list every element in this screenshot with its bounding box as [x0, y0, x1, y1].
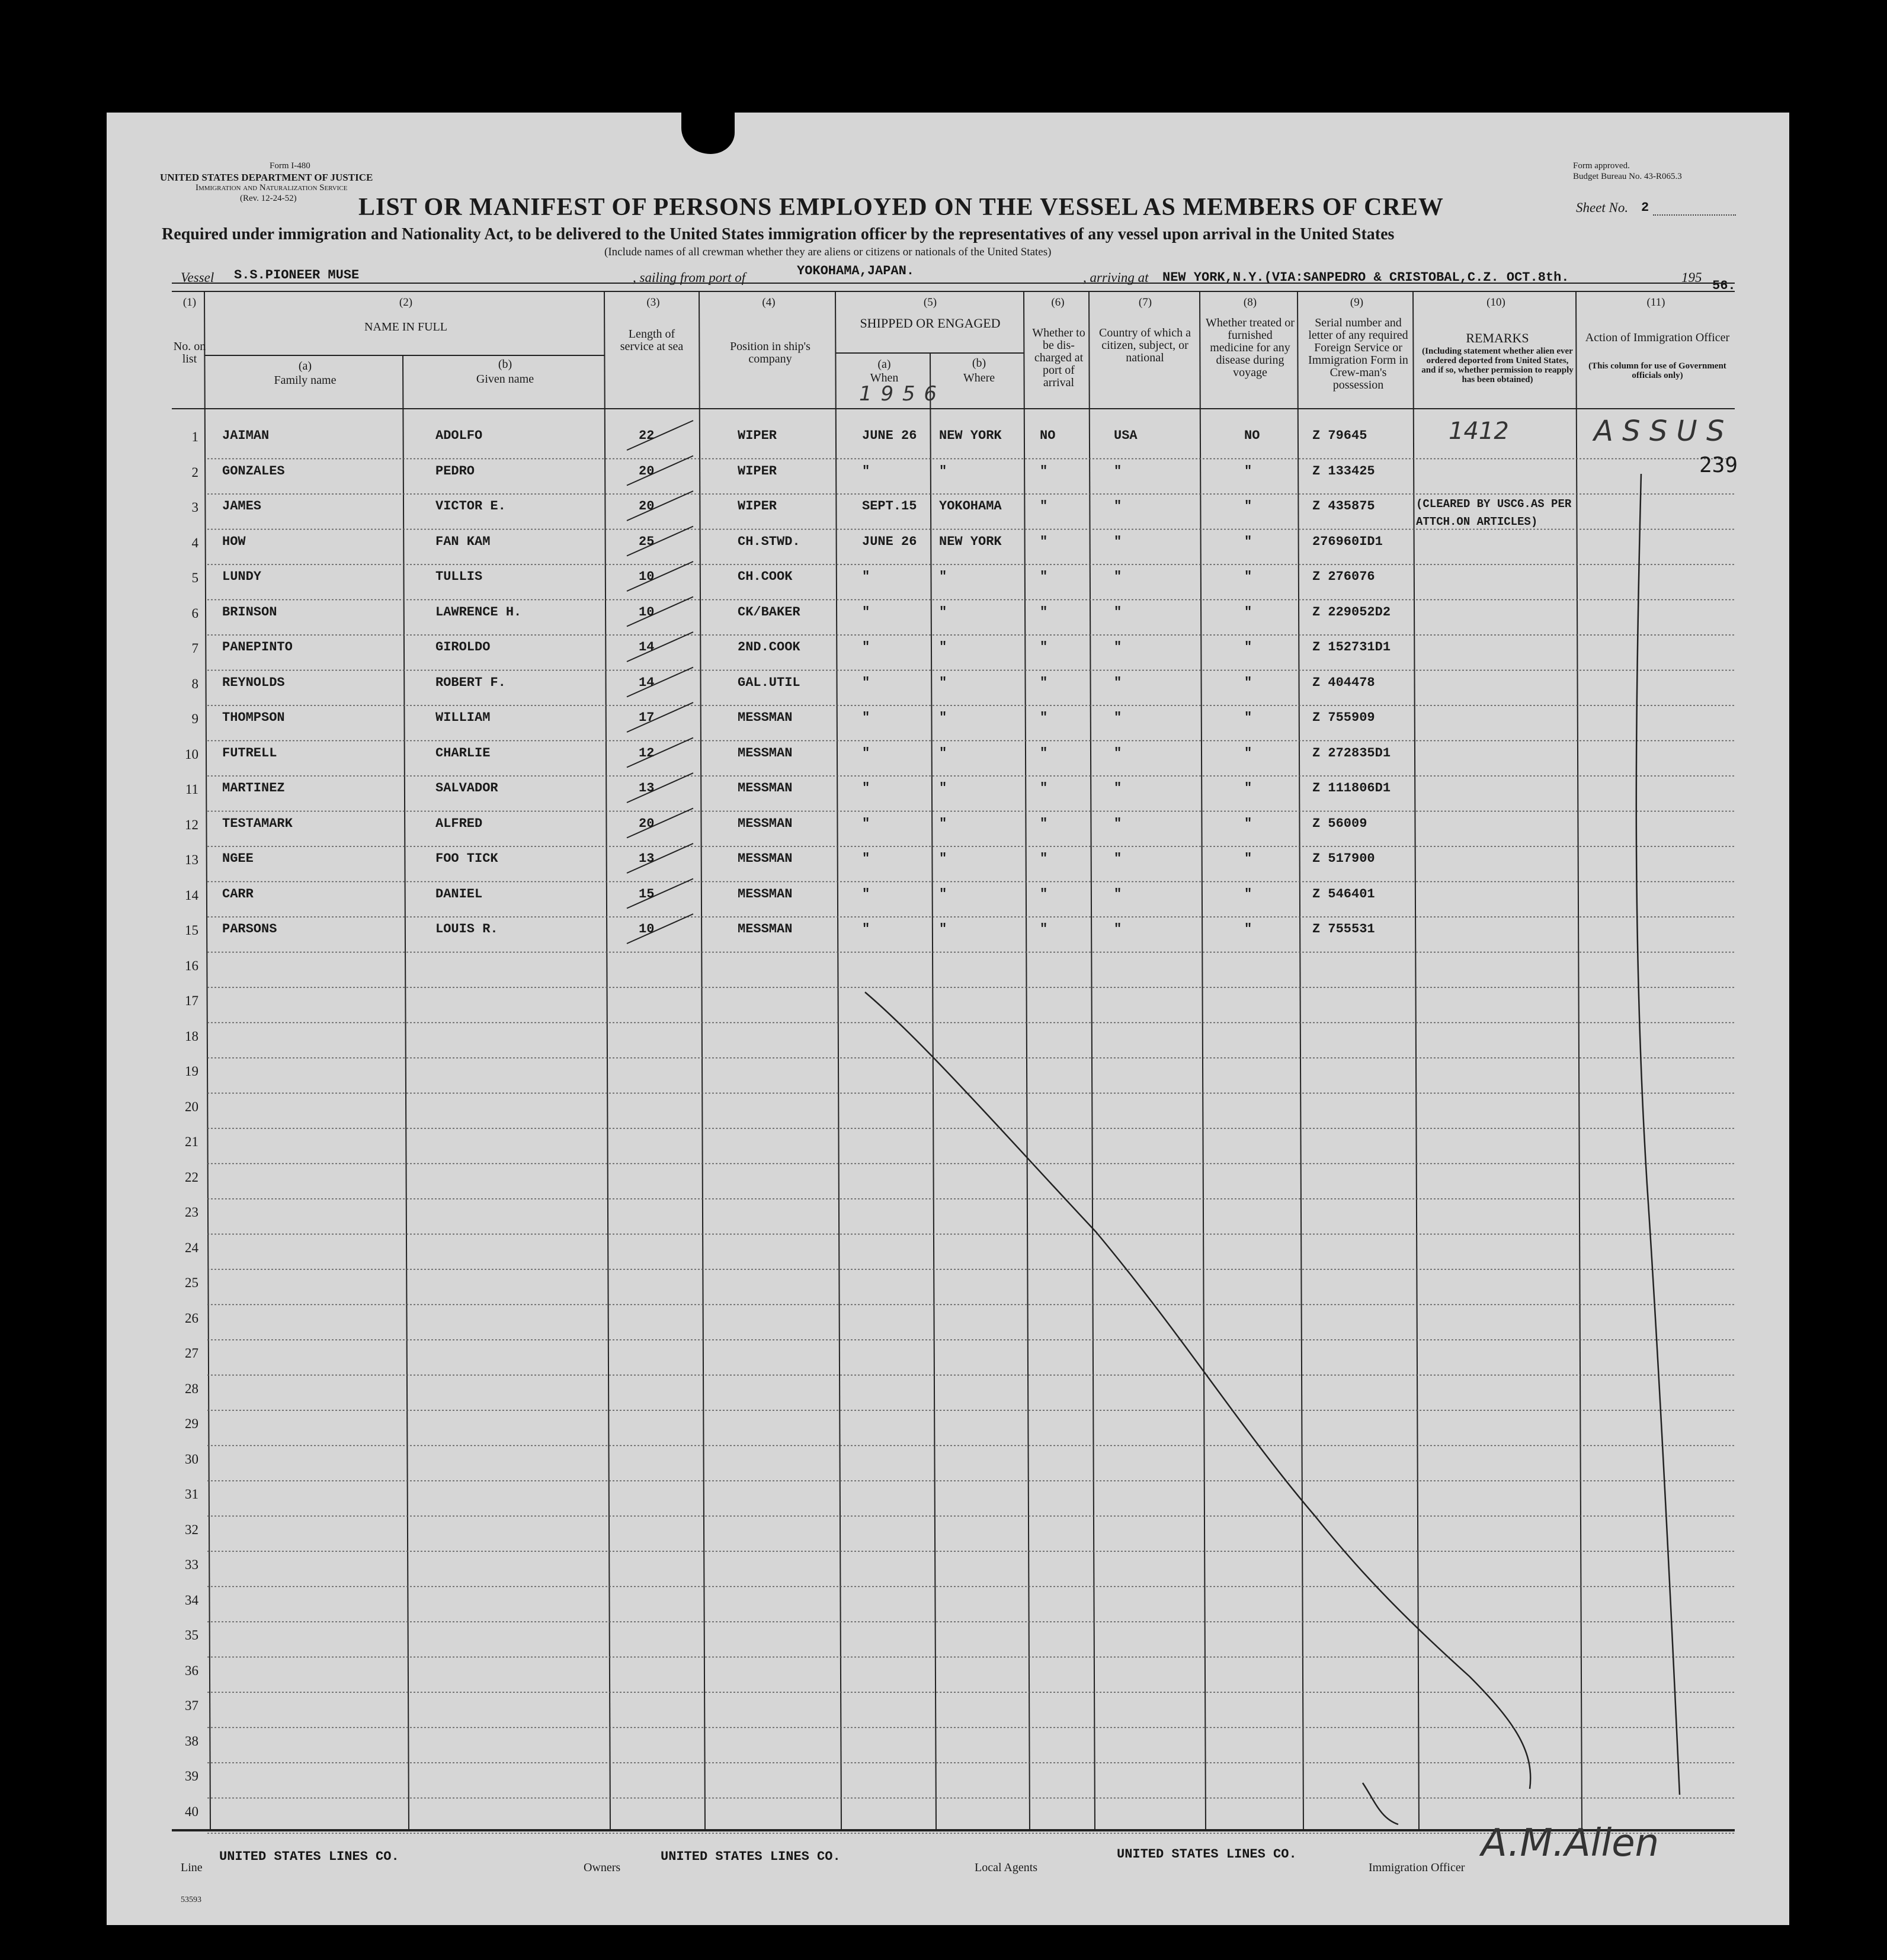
- row-number: 11: [185, 782, 198, 797]
- treated-cell: ": [1244, 569, 1252, 584]
- treated-cell: ": [1244, 710, 1252, 725]
- discharged-cell: ": [1040, 569, 1048, 584]
- given-name-cell: GIROLDO: [435, 640, 491, 655]
- serial-cell: Z 546401: [1312, 886, 1375, 902]
- serial-cell: Z 152731D1: [1312, 640, 1391, 655]
- country-cell: ": [1114, 710, 1122, 725]
- row-number: 7: [191, 641, 198, 656]
- treated-cell: NO: [1244, 428, 1260, 443]
- given-name-cell: DANIEL: [435, 886, 483, 902]
- length-cell: 10: [639, 922, 655, 936]
- position-cell: MESSMAN: [738, 745, 793, 761]
- treated-cell: ": [1244, 745, 1252, 761]
- family-name-cell: HOW: [222, 534, 246, 549]
- discharged-cell: ": [1040, 781, 1048, 795]
- row-number: 1: [191, 429, 198, 444]
- sailing-label: , sailing from port of: [633, 270, 746, 285]
- treated-cell: ": [1244, 922, 1252, 936]
- col-num-6: (6): [1051, 296, 1065, 309]
- discharged-cell: ": [1040, 534, 1048, 549]
- country-cell: USA: [1114, 428, 1138, 443]
- country-cell: ": [1114, 569, 1122, 584]
- position-cell: WIPER: [738, 463, 777, 479]
- position-cell: 2ND.COOK: [738, 640, 800, 655]
- family-name-cell: LUNDY: [222, 569, 262, 584]
- discharged-cell: ": [1040, 499, 1048, 514]
- position-cell: MESSMAN: [738, 710, 793, 725]
- col-num-9: (9): [1350, 296, 1364, 309]
- where-cell: ": [939, 745, 947, 761]
- row-number: 39: [185, 1769, 198, 1783]
- where-cell: ": [939, 816, 947, 831]
- row-number: 35: [185, 1628, 198, 1643]
- where-cell: ": [939, 781, 947, 795]
- officer-label: Immigration Officer: [1369, 1861, 1465, 1874]
- col-shipped: SHIPPED OR ENGAGED: [860, 316, 1001, 331]
- discharged-cell: ": [1040, 922, 1048, 936]
- subtitle: Required under immigration and Nationality Act, to be delivered to the United States immigration officer by the representatives of any vessel upon arrival in the United States: [162, 225, 1395, 243]
- row-number: 29: [185, 1416, 198, 1431]
- col-given-name: Given name: [476, 373, 534, 386]
- where-cell: YOKOHAMA: [939, 499, 1002, 514]
- page-title: LIST OR MANIFEST OF PERSONS EMPLOYED ON THE VESSEL AS MEMBERS OF CREW: [358, 194, 1444, 221]
- line-value: UNITED STATES LINES CO.: [219, 1849, 399, 1864]
- length-cell: 14: [639, 640, 655, 655]
- row-number: 27: [185, 1346, 198, 1361]
- length-cell: 22: [639, 428, 655, 443]
- given-name-cell: LOUIS R.: [435, 922, 498, 936]
- serial-cell: Z 435875: [1312, 499, 1375, 514]
- line-label: Line: [181, 1861, 203, 1874]
- where-cell: ": [939, 710, 947, 725]
- serial-cell: Z 272835D1: [1312, 745, 1391, 761]
- given-name-cell: CHARLIE: [435, 745, 491, 761]
- revision: (Rev. 12-24-52): [240, 194, 297, 203]
- serial-cell: Z 404478: [1312, 675, 1375, 690]
- length-cell: 14: [639, 675, 655, 690]
- country-cell: ": [1114, 745, 1122, 761]
- where-cell: ": [939, 569, 947, 584]
- where-cell: NEW YORK: [939, 428, 1002, 443]
- discharged-cell: ": [1040, 851, 1048, 866]
- treated-cell: ": [1244, 463, 1252, 479]
- arriving-label: , arriving at: [1083, 270, 1149, 285]
- col-when-a: (a): [877, 358, 891, 371]
- family-name-cell: NGEE: [222, 851, 254, 866]
- given-name-cell: ROBERT F.: [435, 675, 506, 690]
- given-name-cell: TULLIS: [435, 569, 483, 584]
- agents-label: Local Agents: [975, 1861, 1038, 1874]
- row-number: 31: [185, 1487, 198, 1502]
- when-cell: JUNE 26: [862, 534, 917, 549]
- row-number: 36: [185, 1663, 198, 1678]
- col-where: Where: [963, 371, 995, 384]
- serial-cell: Z 517900: [1312, 851, 1375, 866]
- given-name-cell: VICTOR E.: [435, 499, 506, 514]
- col-country: Country of which a citizen, subject, or national: [1099, 326, 1191, 364]
- service: Immigration and Naturalization Service: [196, 183, 348, 193]
- when-cell: ": [862, 745, 870, 761]
- vessel-label: Vessel: [181, 270, 214, 285]
- country-cell: ": [1114, 675, 1122, 690]
- given-name-cell: PEDRO: [435, 463, 475, 479]
- discharged-cell: ": [1040, 816, 1048, 831]
- given-name-cell: ADOLFO: [435, 428, 483, 443]
- serial-cell: Z 133425: [1312, 463, 1375, 479]
- position-cell: GAL.UTIL: [738, 675, 800, 690]
- length-cell: 20: [639, 816, 655, 831]
- country-cell: ": [1114, 922, 1122, 936]
- row-number: 32: [185, 1522, 198, 1537]
- position-cell: MESSMAN: [738, 781, 793, 795]
- officer-signature: A.M.Allen: [1481, 1821, 1659, 1865]
- action-handwriting: A S S U S: [1594, 415, 1725, 448]
- when-cell: ": [862, 640, 870, 655]
- row-number: 40: [185, 1804, 198, 1819]
- family-name-cell: TESTAMARK: [222, 816, 293, 831]
- col-where-b: (b): [972, 357, 986, 370]
- print-code: 53593: [181, 1895, 201, 1904]
- treated-cell: ": [1244, 781, 1252, 795]
- treated-cell: ": [1244, 886, 1252, 902]
- serial-cell: Z 276076: [1312, 569, 1375, 584]
- serial-cell: Z 755531: [1312, 922, 1375, 936]
- serial-cell: Z 111806D1: [1312, 781, 1391, 795]
- col-num-1: (1): [182, 296, 197, 309]
- row-number: 3: [191, 500, 198, 515]
- row-number: 17: [185, 993, 198, 1008]
- length-cell: 13: [639, 781, 655, 795]
- country-cell: ": [1114, 781, 1122, 795]
- country-cell: ": [1114, 640, 1122, 655]
- when-cell: ": [862, 604, 870, 620]
- discharged-cell: ": [1040, 745, 1048, 761]
- row-number: 18: [185, 1028, 198, 1044]
- when-cell: JUNE 26: [862, 428, 917, 443]
- length-cell: 15: [639, 886, 655, 902]
- family-name-cell: MARTINEZ: [222, 781, 285, 795]
- treated-cell: ": [1244, 851, 1252, 866]
- country-cell: ": [1114, 886, 1122, 902]
- length-cell: 10: [639, 569, 655, 584]
- when-cell: ": [862, 675, 870, 690]
- treated-cell: ": [1244, 604, 1252, 620]
- discharged-cell: NO: [1040, 428, 1056, 443]
- family-name-cell: FUTRELL: [222, 745, 277, 761]
- col-family-name: Family name: [274, 374, 337, 387]
- country-cell: ": [1114, 463, 1122, 479]
- row-number: 33: [185, 1557, 198, 1572]
- where-cell: ": [939, 675, 947, 690]
- row-number: 34: [185, 1592, 198, 1608]
- country-cell: ": [1114, 604, 1122, 620]
- treated-cell: ": [1244, 675, 1252, 690]
- where-cell: ": [939, 604, 947, 620]
- include-note: (Include names of all crewman whether they are aliens or citizens or nationals of the United States): [604, 246, 1052, 258]
- family-name-cell: THOMPSON: [222, 710, 285, 725]
- agents-value: UNITED STATES LINES CO.: [1117, 1847, 1297, 1862]
- discharged-cell: ": [1040, 886, 1048, 902]
- row-number: 37: [185, 1698, 198, 1713]
- when-cell: ": [862, 851, 870, 866]
- given-name-cell: FAN KAM: [435, 534, 491, 549]
- row-number: 5: [191, 570, 198, 585]
- row-number: 22: [185, 1169, 198, 1185]
- discharged-cell: ": [1040, 675, 1048, 690]
- col-num-3: (3): [646, 296, 660, 309]
- row-number: 25: [185, 1275, 198, 1290]
- country-cell: ": [1114, 816, 1122, 831]
- where-cell: ": [939, 851, 947, 866]
- col-num-7: (7): [1138, 296, 1152, 309]
- length-cell: 10: [639, 604, 655, 620]
- length-cell: 20: [639, 499, 655, 514]
- family-name-cell: REYNOLDS: [222, 675, 285, 690]
- col-remarks: REMARKS: [1466, 331, 1529, 345]
- when-cell: SEPT.15: [862, 499, 917, 514]
- country-cell: ": [1114, 851, 1122, 866]
- country-cell: ": [1114, 499, 1122, 514]
- row-number: 10: [185, 746, 198, 762]
- when-cell: ": [862, 781, 870, 795]
- col-num-8: (8): [1243, 296, 1257, 309]
- family-name-cell: JAMES: [222, 499, 262, 514]
- row-number: 24: [185, 1240, 198, 1255]
- col-action: Action of Immigration Officer: [1585, 331, 1730, 344]
- length-cell: 17: [639, 710, 655, 725]
- family-name-cell: GONZALES: [222, 463, 285, 479]
- row-number: 13: [185, 852, 198, 867]
- position-cell: CH.COOK: [738, 569, 793, 584]
- row-number: 28: [185, 1381, 198, 1396]
- sailing-port: YOKOHAMA,JAPAN.: [797, 264, 915, 278]
- serial-cell: Z 79645: [1312, 428, 1367, 443]
- department: UNITED STATES DEPARTMENT OF JUSTICE: [160, 172, 373, 183]
- position-cell: CK/BAKER: [738, 604, 800, 620]
- col-name-in-full: NAME IN FULL: [364, 320, 447, 333]
- budget-bureau: Budget Bureau No. 43-R065.3: [1573, 172, 1682, 181]
- where-cell: ": [939, 922, 947, 936]
- col-action-note: (This column for use of Government officials only): [1588, 361, 1726, 380]
- discharged-cell: ": [1040, 604, 1048, 620]
- row-number: 9: [191, 711, 198, 726]
- col-serial: Serial number and letter of any required Foreign Service or Immigration Form in Crew-man's possession: [1308, 316, 1408, 392]
- given-name-cell: FOO TICK: [435, 851, 498, 866]
- family-name-cell: BRINSON: [222, 604, 277, 620]
- col-length: Length of service at sea: [620, 328, 684, 353]
- row-number: 12: [185, 817, 198, 832]
- discharged-cell: ": [1040, 710, 1048, 725]
- serial-cell: Z 229052D2: [1312, 604, 1391, 620]
- remarks-cell: (CLEARED BY USCG.AS PER ATTCH.ON ARTICLES): [1416, 498, 1572, 528]
- vessel-name: S.S.PIONEER MUSE: [234, 268, 360, 283]
- col-num-11: (11): [1646, 296, 1665, 309]
- row-number: 2: [191, 464, 198, 480]
- discharged-cell: ": [1040, 640, 1048, 655]
- col-num-5: (5): [923, 296, 937, 309]
- when-cell: ": [862, 710, 870, 725]
- stamp-number: 239: [1699, 453, 1738, 477]
- row-number: 20: [185, 1099, 198, 1114]
- row-number: 19: [185, 1064, 198, 1079]
- col-no-on-list: No. on list: [173, 340, 206, 365]
- position-cell: MESSMAN: [738, 816, 793, 831]
- owners-value: UNITED STATES LINES CO.: [661, 1849, 841, 1864]
- treated-cell: ": [1244, 499, 1252, 514]
- sheet-number: 2: [1641, 200, 1649, 215]
- year-suffix: 56.: [1712, 278, 1736, 293]
- where-cell: ": [939, 640, 947, 655]
- row-number: 23: [185, 1205, 198, 1220]
- length-cell: 20: [639, 463, 655, 479]
- position-cell: MESSMAN: [738, 922, 793, 936]
- col-discharged: Whether to be dis-charged at port of arrival: [1032, 326, 1085, 389]
- when-cell: ": [862, 886, 870, 902]
- family-name-cell: CARR: [222, 886, 254, 902]
- col-num-4: (4): [762, 296, 776, 309]
- col-remarks-note: (Including statement whether alien ever ordered deported from United States, and if so, whether permission to reapply has been obtained): [1421, 347, 1574, 384]
- position-cell: WIPER: [738, 428, 777, 443]
- arriving-port: NEW YORK,N.Y.(VIA:SANPEDRO & CRISTOBAL,C.Z. OCT.8th.: [1162, 270, 1569, 285]
- row-number: 16: [185, 958, 198, 973]
- row-number: 30: [185, 1451, 198, 1467]
- serial-cell: Z 56009: [1312, 816, 1367, 831]
- given-name-cell: LAWRENCE H.: [435, 604, 522, 620]
- when-cell: ": [862, 816, 870, 831]
- form-approved: Form approved.: [1573, 161, 1630, 171]
- sheet-label: Sheet No.: [1576, 200, 1629, 215]
- col-family-a: (a): [298, 360, 312, 373]
- family-name-cell: PARSONS: [222, 922, 277, 936]
- position-cell: CH.STWD.: [738, 534, 800, 549]
- where-cell: ": [939, 886, 947, 902]
- owners-label: Owners: [584, 1861, 621, 1874]
- family-name-cell: PANEPINTO: [222, 640, 293, 655]
- form-number: Form I-480: [270, 161, 310, 171]
- when-cell: ": [862, 569, 870, 584]
- col-num-2: (2): [399, 296, 413, 309]
- row-number: 21: [185, 1134, 198, 1149]
- serial-cell: Z 755909: [1312, 710, 1375, 725]
- row-number: 15: [185, 923, 198, 938]
- given-name-cell: ALFRED: [435, 816, 483, 831]
- remarks-handwriting: 1412: [1449, 418, 1509, 445]
- given-name-cell: SALVADOR: [435, 781, 498, 795]
- treated-cell: ": [1244, 816, 1252, 831]
- position-cell: MESSMAN: [738, 851, 793, 866]
- row-number: 38: [185, 1733, 198, 1749]
- row-number: 14: [185, 887, 198, 903]
- row-number: 26: [185, 1310, 198, 1326]
- col-treated: Whether treated or furnished medicine for any disease during voyage: [1206, 316, 1295, 379]
- col-position: Position in ship's company: [730, 340, 810, 365]
- year-prefix: 195: [1681, 270, 1702, 285]
- discharged-cell: ": [1040, 463, 1048, 479]
- family-name-cell: JAIMAN: [222, 428, 270, 443]
- row-number: 6: [191, 605, 198, 621]
- serial-cell: 276960ID1: [1312, 534, 1383, 549]
- length-cell: 25: [639, 534, 655, 549]
- position-cell: MESSMAN: [738, 886, 793, 902]
- col-when: When: [870, 371, 899, 384]
- treated-cell: ": [1244, 640, 1252, 655]
- handwritten-year: 1 9 5 6: [859, 382, 938, 406]
- where-cell: ": [939, 463, 947, 479]
- treated-cell: ": [1244, 534, 1252, 549]
- length-cell: 12: [639, 745, 655, 761]
- given-name-cell: WILLIAM: [435, 710, 491, 725]
- row-number: 4: [191, 535, 198, 550]
- when-cell: ": [862, 922, 870, 936]
- row-number: 8: [191, 676, 198, 691]
- when-cell: ": [862, 463, 870, 479]
- col-num-10: (10): [1486, 296, 1505, 309]
- col-given-b: (b): [498, 358, 512, 371]
- length-cell: 13: [639, 851, 655, 866]
- country-cell: ": [1114, 534, 1122, 549]
- position-cell: WIPER: [738, 499, 777, 514]
- where-cell: NEW YORK: [939, 534, 1002, 549]
